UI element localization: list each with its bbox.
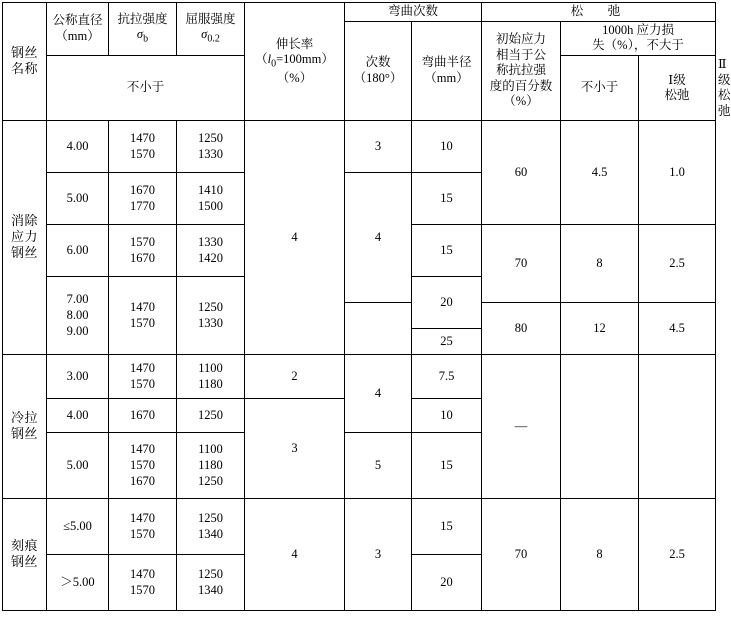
header-yield-strength [177,3,245,56]
yield-g1-r1-v1: 1250 [198,131,223,146]
header-row-1 [3,3,716,22]
header-bend-radius [412,21,482,121]
sigma-subscript-02: 0.2 [207,33,220,45]
bend-radius-g1-r4a: 20 [412,277,482,329]
header-diameter-line1: 公称直径 [52,13,103,28]
diameter-g2-r3: 5.00 [47,433,109,499]
yield-g1-r2-v1: 1410 [198,183,223,198]
tensile-g2-r1-v2: 1570 [130,376,155,391]
tensile-g2-r1 [109,355,177,399]
diameter-g2-r2: 4.00 [47,399,109,433]
diameter-g1-r2: 5.00 [47,173,109,225]
header-bend-group: 弯曲次数 [345,3,482,22]
tensile-g2-r3-v3: 1670 [130,473,155,488]
bend-radius-g3-r1: 15 [412,499,482,555]
grade1-g1-a: 4.5 [561,121,639,225]
yield-g2-r3-v2: 1180 [198,458,223,473]
diameter-g1-r4-v2: 8.00 [66,308,89,323]
grade1-g1-c: 12 [561,303,639,355]
tensile-g1-r2-v1: 1670 [130,183,155,198]
header-yield-label: 屈服强度 [185,11,236,26]
tensile-g1-r3-v1: 1570 [130,235,155,250]
document-page [0,2,731,644]
data-row-g1-r1 [3,121,716,173]
bend-radius-g1-r4b: 25 [412,329,482,355]
yield-g2-r3-v1: 1100 [198,442,223,457]
diameter-g1-r3: 6.00 [47,225,109,277]
group-name-stress-relieved-label: 消除 应力 钢丝 [10,213,38,260]
bend-times-g1-r1: 3 [345,121,412,173]
bend-radius-g1-r3: 15 [412,225,482,277]
data-row-g2-r1 [3,355,716,399]
tensile-g1-r4-v2: 1570 [130,315,155,330]
tensile-g3-r1-v2: 1570 [130,526,155,541]
elong-paren-close: =100mm） [276,52,334,67]
grade2-g1-c: 4.5 [639,303,716,355]
bend-radius-g2-r1: 7.5 [412,355,482,399]
tensile-g1-r1-v2: 1570 [130,146,155,161]
header-stress-loss [561,21,716,55]
tensile-g1-r3-v2: 1670 [130,250,155,265]
bend-radius-g2-r3: 15 [412,433,482,499]
header-not-less-than-bend: 不小于 [561,55,639,121]
init-stress-g2: — [482,355,561,499]
tensile-g2-r3-v1: 1470 [130,442,155,457]
group-name-indented [3,499,47,611]
group-name-stress-relieved [3,121,47,355]
diameter-g3-r2: ＞5.00 [47,555,109,611]
sigma-symbol-yield: σ [201,27,208,42]
yield-g1-r3-v1: 1330 [198,235,223,250]
header-wire-name-label: 钢丝 名称 [10,45,38,76]
yield-g2-r2: 1250 [177,399,245,433]
yield-g3-r1-v2: 1340 [198,526,223,541]
group-name-indented-label: 刻痕 钢丝 [10,538,38,569]
yield-g2-r1-v1: 1100 [198,361,223,376]
grade1-g3: 8 [561,499,639,611]
tensile-g1-r2-v2: 1770 [130,198,155,213]
tensile-g1-r4 [109,277,177,355]
group-name-cold-drawn [3,355,47,499]
elong-l-symbol: l [267,52,272,67]
yield-g3-r2 [177,555,245,611]
header-bend-times [345,21,412,121]
yield-g2-r1 [177,355,245,399]
yield-g1-r3-v2: 1420 [198,250,223,265]
header-yield-symbol [179,27,242,46]
yield-g1-r1-v2: 1330 [198,146,223,161]
elongation-g1: 4 [245,121,345,355]
bend-times-g1-r2: 4 [345,173,412,303]
header-bend-times-line2: （180°） [353,71,403,85]
header-tensile-strength [109,3,177,56]
steel-wire-spec-table [2,2,731,611]
yield-g1-r4-v1: 1250 [198,300,223,315]
bend-radius-g1-r1: 10 [412,121,482,173]
tensile-g3-r2 [109,555,177,611]
init-stress-g1-b: 70 [482,225,561,303]
yield-g1-r2-v2: 1500 [198,198,223,213]
header-initial-stress [482,21,561,121]
tensile-g1-r1-v1: 1470 [130,131,155,146]
header-elongation-line2 [247,52,342,71]
header-bend-radius-line1: 弯曲半径 [421,55,472,70]
header-diameter-line2: （mm） [55,28,100,43]
yield-g2-r3-v3: 1250 [198,473,223,488]
header-bend-radius-line2: （mm） [424,71,469,85]
data-row-g3-r1 [3,499,716,555]
bend-radius-g2-r2: 10 [412,399,482,433]
header-tensile-symbol [111,27,174,46]
init-stress-g1-a: 60 [482,121,561,225]
grade1-g1-b: 8 [561,225,639,303]
grade2-g3: 2.5 [639,499,716,611]
diameter-g1-r1: 4.00 [47,121,109,173]
diameter-g1-r4-v3: 9.00 [66,323,89,338]
init-stress-g1-c: 80 [482,303,561,355]
header-grade1-l2: 松弛 [664,88,690,103]
elongation-g2-r1: 2 [245,355,345,399]
tensile-g1-r1 [109,121,177,173]
grade2-g2 [639,355,716,499]
header-elongation-line3: （%） [276,71,313,86]
tensile-g1-r2 [109,173,177,225]
header-grade1-l1: Ⅰ级 [668,72,686,87]
elong-l-subscript: 0 [271,58,277,70]
diameter-g3-r1: ≤5.00 [47,499,109,555]
header-stress-loss-l1: 1000h 应力损 [602,22,674,37]
elongation-g2-r2: 3 [245,399,345,499]
yield-g1-r2 [177,173,245,225]
yield-g3-r1-v1: 1250 [198,511,223,526]
header-bend-times-line1: 次数 [365,55,391,70]
elongation-g3: 4 [245,499,345,611]
header-grade1-relax [639,55,716,121]
tensile-g2-r2: 1670 [109,399,177,433]
tensile-g2-r1-v1: 1470 [130,361,155,376]
grade1-g2 [561,355,639,499]
bend-times-g3: 3 [345,499,412,611]
header-wire-name [3,3,47,121]
yield-g3-r1 [177,499,245,555]
tensile-g3-r1-v1: 1470 [130,511,155,526]
yield-g3-r2-v2: 1340 [198,582,223,597]
yield-g1-r1 [177,121,245,173]
tensile-g1-r3 [109,225,177,277]
sigma-subscript-b: b [143,33,149,45]
yield-g1-r3 [177,225,245,277]
yield-g3-r2-v1: 1250 [198,567,223,582]
header-row-3: 不小于 不小于 Ⅰ级 松弛 Ⅱ级 松弛 [3,55,716,121]
header-diameter [47,3,109,56]
header-elongation-line1: 伸长率 [275,36,314,51]
yield-g1-r4 [177,277,245,355]
elong-paren-open: （ [255,52,268,67]
diameter-g1-r4-v1: 7.00 [66,292,89,307]
bend-radius-g1-r2: 15 [412,173,482,225]
tensile-g1-r4-v1: 1470 [130,300,155,315]
bend-radius-g3-r2: 20 [412,555,482,611]
diameter-g1-r4 [47,277,109,355]
grade2-g1-b: 2.5 [639,225,716,303]
bend-times-g2-r1: 4 [345,355,412,433]
tensile-g3-r2-v1: 1470 [130,567,155,582]
grade2-g1-a: 1.0 [639,121,716,225]
tensile-g3-r2-v2: 1570 [130,582,155,597]
bend-times-g2-r3: 5 [345,433,412,499]
tensile-g2-r3 [109,433,177,499]
yield-g1-r4-v2: 1330 [198,315,223,330]
header-stress-loss-l2: 失（%），不大于 [592,38,684,53]
sigma-symbol: σ [136,27,144,42]
tensile-g3-r1 [109,499,177,555]
bend-times-g1-r4 [345,303,412,355]
yield-g2-r1-v2: 1180 [198,376,223,391]
header-tensile-label: 抗拉强度 [117,11,168,26]
header-initial-stress-l2: 相当于公 [496,47,547,62]
group-name-cold-drawn-label: 冷拉 钢丝 [10,410,38,441]
header-elongation [245,3,345,121]
header-initial-stress-l4: 度的百分数 [489,78,553,93]
tensile-g2-r3-v2: 1570 [130,458,155,473]
header-initial-stress-l1: 初始应力 [496,31,547,46]
init-stress-g3: 70 [482,499,561,611]
yield-g2-r3 [177,433,245,499]
header-initial-stress-l3: 称抗拉强 [496,63,547,78]
header-initial-stress-l5: （%） [503,94,539,109]
diameter-g2-r1: 3.00 [47,355,109,399]
header-relaxation-group: 松 弛 [482,3,716,22]
header-not-less-than-left: 不小于 [47,55,245,121]
